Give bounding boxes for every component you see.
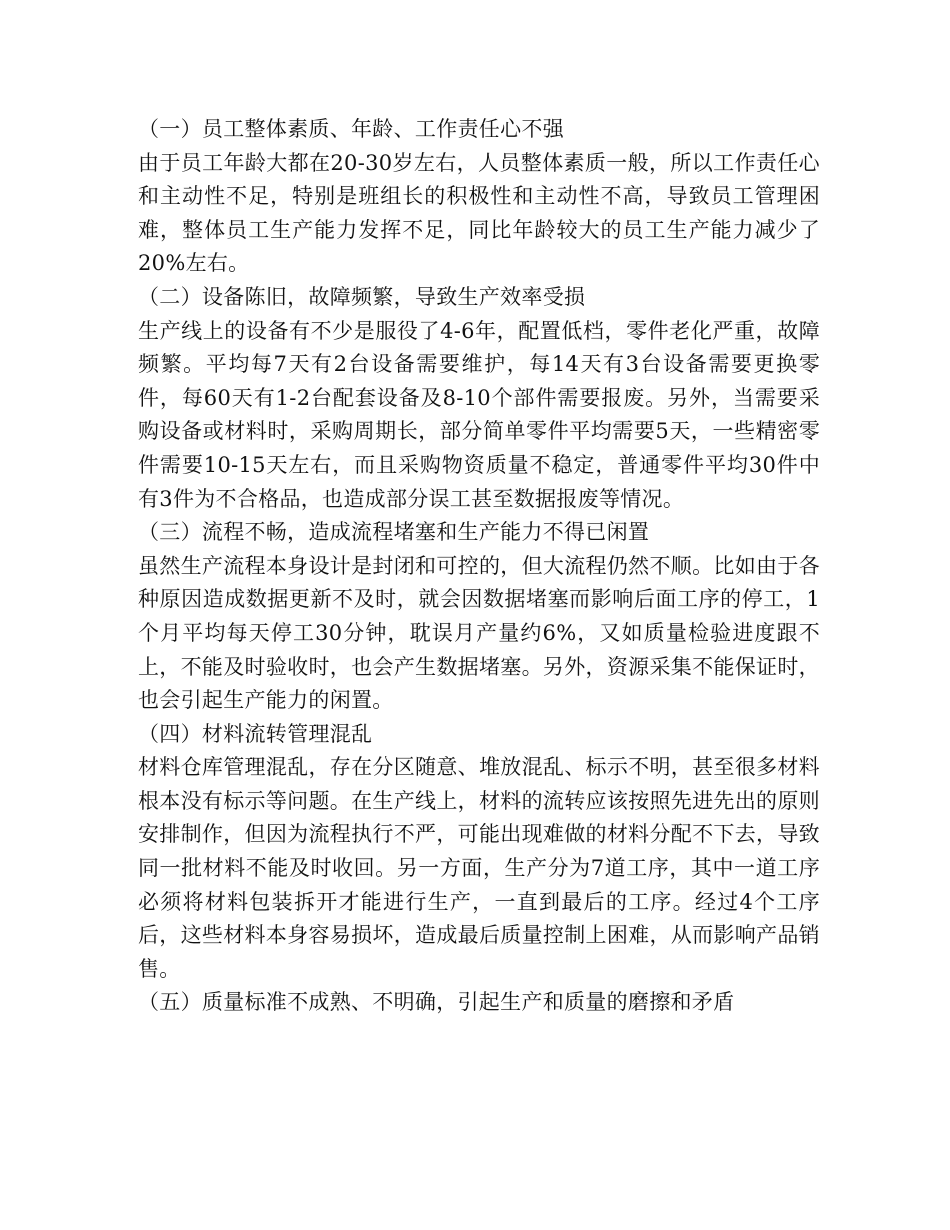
section-3-heading: （三）流程不畅，造成流程堵塞和生产能力不得已闲置	[138, 520, 650, 545]
section-4-body: 材料仓库管理混乱，存在分区随意、堆放混乱、标示不明，甚至很多材料根本没有标示等问题。在生产线上，材料的流转应该按照先进先出的原则安排制作，但因为流程执行不严，可能出现难做的材料分配不下去，导致同一批材料不能及时收回。另一方面，生产分为7道工序，其中一道工序必须将材料包装拆开才能进行生产，一直到最后的工序。经过4个工序后，这些材料本身容易损坏，造成最后质量控制上困难，从而影响产品销售。	[138, 755, 820, 981]
section-1-heading: （一）员工整体素质、年龄、工作责任心不强	[138, 117, 564, 141]
document-page	[138, 113, 820, 1020]
section-3-body: 虽然生产流程本身设计是封闭和可控的，但大流程仍然不顺。比如由于各种原因造成数据更新不及时，就会因数据堵塞而影响后面工序的停工，1个月平均每天停工30分钟，耽误月产量约6%，又如质量检验进度跟不上，不能及时验收时，也会产生数据堵塞。另外，资源采集不能保证时，也会引起生产能力的闲置。	[138, 553, 820, 713]
section-4-heading: （四）材料流转管理混乱	[138, 721, 373, 746]
section-2-heading: （二）设备陈旧，故障频繁，导致生产效率受损	[138, 284, 586, 309]
section-2-body: 生产线上的设备有不少是服役了4-6年，配置低档，零件老化严重，故障频繁。平均每7天有2台设备需要维护，每14天有3台设备需要更换零件，每60天有1-2台配套设备及8-10个部件需要报废。另外，当需要采购设备或材料时，采购周期长，部分简单零件平均需要5天，一些精密零件需要10-15天左右，而且采购物资质量不稳定，普通零件平均30件中有3件为不合格品，也造成部分误工甚至数据报废等情况。	[138, 318, 820, 511]
section-5-heading: （五）质量标准不成熟、不明确，引起生产和质量的磨擦和矛盾	[138, 990, 735, 1015]
section-1-body: 由于员工年龄大都在20-30岁左右，人员整体素质一般，所以工作责任心和主动性不足，特别是班组长的积极性和主动性不高，导致员工管理困难，整体员工生产能力发挥不足，同比年龄较大的员工生产能力减少了20%左右。	[138, 150, 820, 276]
